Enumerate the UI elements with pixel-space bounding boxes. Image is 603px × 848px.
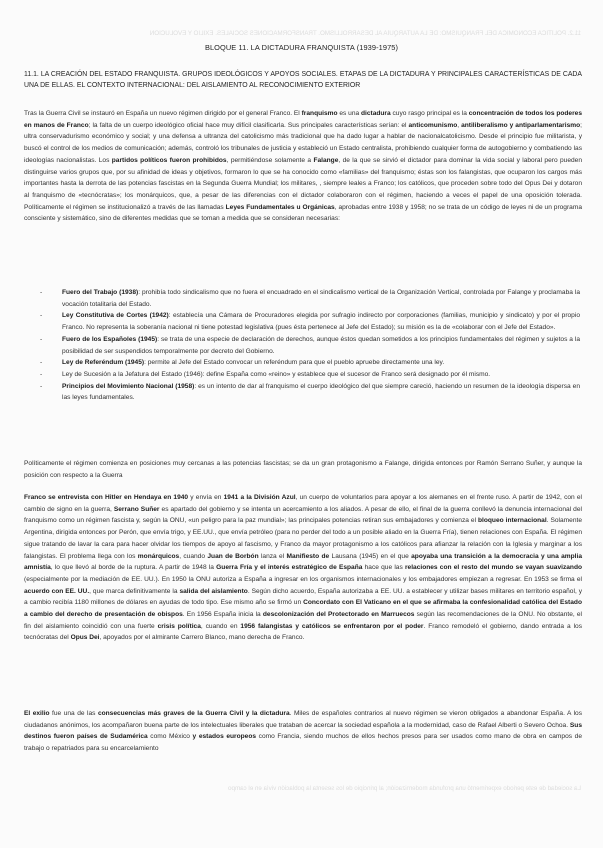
bleed-through-text-top: 11.2. POLÍTICA ECONÓMICA DEL FRANQUISMO: DE LA AUTARQUÍA AL DESARROLLISMO. TRANSFORMACIONES SOCIALES. EXILIO Y EVOLUCIÓN <box>149 30 581 37</box>
bold-text-run: salida del aislamiento <box>179 587 248 595</box>
text-run: , lo que llevó al borde de la ruptura. A partir de 1948 la <box>50 564 217 572</box>
paragraph-fascist-positions <box>24 458 582 481</box>
law-list-item <box>40 369 580 381</box>
text-run: , apoyados por el almirante Carrero Blanco, mano derecha de Franco. <box>99 634 305 642</box>
law-list-item <box>40 334 580 357</box>
text-run: fue una de las <box>49 710 98 717</box>
law-description: : permite al Jefe del Estado convocar un referéndum para que el pueblo apruebe directamente una ley. <box>144 359 445 367</box>
bullet-dash: - <box>40 289 43 296</box>
text-run: . En 1956 España inicia la <box>182 611 263 619</box>
text-run: . Franco remodeló el gobierno, dando entrada a los tecnócratas del <box>24 622 583 642</box>
text-run: según las recomendaciones de la ONU. No obstante, el fin del aislamiento coincidió con una fuerte <box>24 611 582 630</box>
bold-text-run: 1941 a la División Azul <box>223 494 296 501</box>
text-run: , aprobadas entre 1938 y 1958; no se trata de un código de leyes ni de un programa consciente y sistemático, sino de diferentes medidas que se toman a medida que se consideran necesarias: <box>24 203 582 223</box>
bold-text-run: crisis política <box>157 622 201 630</box>
text-run: como Francia, siendo muchos de ellos hechos presos para ser usados como mano de obra en campos de trabajo o repatriados para su encarcelamiento <box>24 733 582 753</box>
text-run: hace que las <box>362 564 405 572</box>
paragraph-exile <box>24 708 582 755</box>
law-name: Ley de Sucesión a la Jefatura del Estado (1946) <box>62 370 203 378</box>
document-title: BLOQUE 11. LA DICTADURA FRANQUISTA (1939-1975) <box>204 43 399 52</box>
law-description: : prohibía todo sindicalismo que no fuera el encuadrado en el sindicalismo vertical de la Organización Vertical, controlada por Falange y proclamaba la vocación totalitaria del Estado. <box>62 289 580 308</box>
bleed-through-text-bottom: La sociedad de este periodo experimentó una profunda modernización; al principio de los sesenta la población vivía en el campo <box>228 785 581 792</box>
bold-text-run: El exilio <box>24 710 50 717</box>
paragraph-international-context <box>24 492 582 644</box>
law-name: Principios del Movimiento Nacional (1958) <box>62 382 195 390</box>
text-run: (especialmente por la mediación de EE. UU.). En 1950 la ONU autoriza a España a ingresar en los organismos internacionales y los embajadores empiezan a regresar. En 1953 se firma el <box>24 575 582 583</box>
bold-text-run: descolonización del Protectorado en Marruecos <box>262 611 415 619</box>
law-description: : define España como «reino» y establece que el sucesor de Franco será designado por él mismo. <box>202 370 491 378</box>
bold-text-run: antiliberalismo y antiparlamentarismo <box>461 121 581 129</box>
text-run: lanza el <box>258 552 287 560</box>
law-list-item <box>40 357 580 369</box>
text-run: , cuando en <box>200 622 241 630</box>
bold-text-run: dictadura <box>360 110 391 117</box>
law-description: : establecía una Cámara de Procuradores elegida por sufragio indirecto por corporaciones (familias, municipio y sindicato) y por el propio Franco. No representa la soberanía nacional ni tiene potestad legislativa (pues ésta pertenece al Jefe del Estado); su misión es la de «colaborar con el Jefe del Estado». <box>62 312 580 332</box>
fundamental-laws-list <box>40 287 580 404</box>
law-name: Fuero de los Españoles (1945) <box>62 335 158 343</box>
law-name: Ley de Referéndum (1945) <box>62 359 145 367</box>
bold-text-run: partidos políticos fueron prohibidos <box>111 156 227 164</box>
bullet-dash: - <box>40 335 43 343</box>
text-run: , cuando <box>179 552 208 560</box>
bold-text-run: 1956 falangistas y católicos se enfrentaron por el poder <box>240 622 424 630</box>
text-run: es una <box>337 110 361 117</box>
bullet-dash: - <box>40 312 43 320</box>
bold-text-run: Opus Dei <box>70 634 100 642</box>
text-run: Políticamente el régimen comienza en posiciones muy cercanas a las potencias fascistas; se da un gran protagonismo a Falange, dirigida entonces por Ramón Serrano Suñer, y aunque la posición con respecto a la Guerra <box>24 460 582 479</box>
bold-text-run: relaciones con el resto del mundo se vayan suavizando <box>404 564 583 572</box>
text-run: . Según dicho acuerdo, España autorizaba a EE. UU. a establecer y utilizar bases militares en territorio español, y a cambio recibía 1180 millones de dólares en ayudas de todo tipo. Ese mismo año se firmó un <box>24 587 582 607</box>
law-description: : es un intento de dar al franquismo el cuerpo ideológico del que siempre careció, haciendo un resumen de la ideología dispersa en las leyes fundamentales. <box>62 382 580 402</box>
bold-text-run: Juan de Borbón <box>207 552 259 560</box>
text-run: , <box>457 121 462 129</box>
paragraph-intro <box>24 108 582 225</box>
section-heading: 11.1. LA CREACIÓN DEL ESTADO FRANQUISTA. GRUPOS IDEOLÓGICOS Y APOYOS SOCIALES. ETAPAS DE LA DICTADURA Y PRINCIPALES CARACTERÍSTICAS DE CADA UNA DE ELLAS. EL CONTEXTO INTERNACIONAL: DEL AISLAMIENTO AL RECONOCIMIENTO EXTERIOR <box>24 71 582 89</box>
text-run: , un cuerpo de voluntarios para apoyar a los alemanes en el frente ruso. A partir de 1942, con el cambio de signo en la guerra, <box>24 494 583 513</box>
bold-text-run: Sus destinos fueron países de Sudamérica <box>24 721 582 741</box>
bold-text-run: monárquicos <box>137 552 180 560</box>
law-list-item <box>40 381 580 404</box>
bold-text-run: y estados europeos <box>192 733 257 741</box>
text-run: , que marca definitivamente la <box>89 587 180 595</box>
text-run: , de la que se sirvió el dictador para dominar la vida social y laboral pero pueden distinguirse varios grupos que, por su afinidad de ideas y objetivos, formaron lo que se ha conocido como «familias» del franquismo; éstas son los falangistas, que ocuparon los cargos más importantes hasta la derrota de las potencias fascistas en la Segunda Guerra Mundial; los militares, , siempre leales a Franco; los católicos, que proceden sobre todo del Opus Dei y dotaron al franquismo de «tecnócratas»; los monárquicos, que, a pesar de las diferencias con el dictador colaboraron con el régimen, haciendo a veces el papel de una oposición tolerada. Políticamente el régimen se institucionalizó a través de las llamadas <box>24 156 583 211</box>
bold-text-run: Manifiesto de <box>286 552 330 560</box>
law-list-item <box>40 310 580 333</box>
bold-text-run: Leyes Fundamentales u Orgánicas <box>225 203 335 211</box>
law-description: : se trata de una especie de declaración de derechos, aunque éstos quedan sometidos a los principios fundamentales del régimen y sujetos a la posibilidad de ser suspendidos temporalmente por decreto del Gobierno. <box>62 335 580 355</box>
bold-text-run: anticomunismo <box>408 121 458 129</box>
text-run: como México <box>147 733 193 741</box>
bold-text-run: acuerdo con EE. UU. <box>24 587 90 595</box>
text-run: , permitiéndose solamente a <box>226 156 314 164</box>
bold-text-run: apoyaba una transición a la democracia y una amplia amnistía <box>24 552 582 572</box>
bold-text-run: Guerra Fría y el interés estratégico de España <box>216 564 363 572</box>
law-list-item <box>40 287 580 310</box>
text-run: . Solamente Argentina, dirigida entonces por Perón, que envía trigo, y EE.UU., que envía petróleo (para no perder del todo a un posible aliado en la Guerra Fría), tienen relaciones con España. El régimen sigue tratando de lavar la cara para hacer olvidar los tiempos de apoyo al fascismo, y Franco da mayor protagonismo a los católicos para afianzar la relación con la Iglesia y marginar a los falangistas. El problema llega con los <box>24 517 582 560</box>
bold-text-run: Franco se entrevista con Hitler en Hendaya en 1940 <box>24 494 189 501</box>
law-name: Fuero del Trabajo (1938) <box>62 289 139 296</box>
bullet-dash: - <box>40 382 43 390</box>
law-name: Ley Constitutiva de Cortes (1942) <box>62 312 169 320</box>
text-run: es apartado del gobierno y se intenta un acercamiento a los aliados. A pesar de ello, el final de la guerra conllevó la denuncia internacional del franquismo como un régimen fascista y, según la ONU, «un peligro para la paz mundial»; las principales potencias retiran sus embajadores y comienza el <box>24 505 582 525</box>
bold-text-run: Concordato con El Vaticano en el que se afirmaba la confesionalidad católica del Estado a cambio del derecho de presentación de obispos <box>24 599 582 619</box>
bold-text-run: bloqueo internacional <box>478 517 547 525</box>
bullet-dash: - <box>40 370 43 378</box>
bold-text-run: Serrano Suñer <box>113 505 160 513</box>
text-run: Tras la Guerra Civil se instauró en España un nuevo régimen dirigido por el general Franco. El <box>24 110 302 117</box>
text-run: ; la falta de un cuerpo ideológico oficial hace muy difícil clasificarla. Sus principales características serían: el <box>88 121 409 129</box>
bold-text-run: Falange <box>313 156 339 164</box>
bold-text-run: concentración de todos los poderes en manos de Franco <box>24 110 582 129</box>
text-run: Lausana (1945) en el que <box>329 552 412 560</box>
bullet-dash: - <box>40 359 43 367</box>
text-run: y envía en <box>188 494 224 501</box>
bold-text-run: consecuencias más graves de la Guerra Civil y la dictadura <box>97 710 290 717</box>
text-run: cuyo rasgo principal es la <box>390 110 469 117</box>
bold-text-run: franquismo <box>301 110 338 117</box>
text-run: . Miles de españoles contrarios al nuevo régimen se vieron obligados a abandonar España. A los ciudadanos anónimos, los acompañaron buena parte de los intelectuales liberales que trataban de acercar la sociedad española a la modernidad, caso de Rafael Alberti o Severo Ochoa. <box>24 710 583 729</box>
text-run: ; ultra conservadurismo económico y social; y una defensa a ultranza del catolicismo más tradicional que ha dado lugar a hablar de nacionalcatolicismo. Desde el principio fue militarista, y buscó el control de los medios de comunicación; además, controló los tribunales de justicia y estableció un Estado centralista, prohibiendo cualquier forma de autogobierno y combatiendo las ideologías nacionalistas. Los <box>24 121 582 164</box>
